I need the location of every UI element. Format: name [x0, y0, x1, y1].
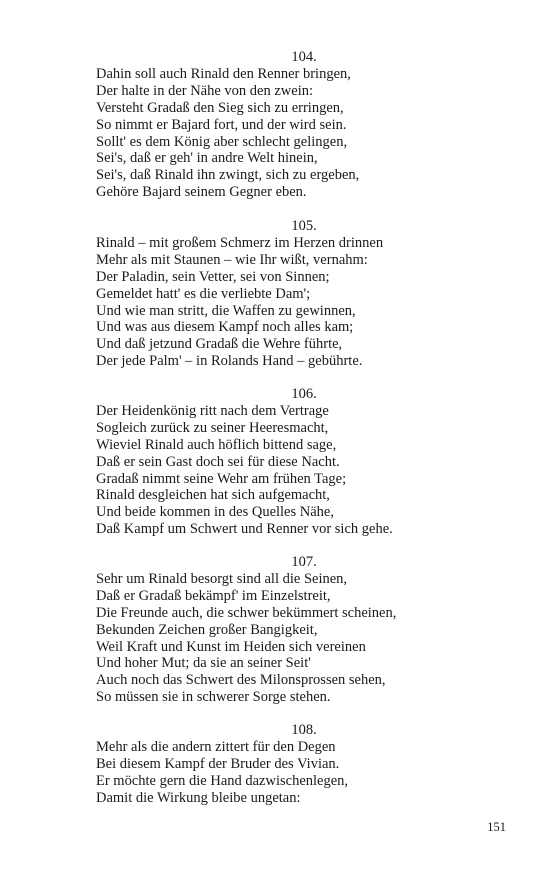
- page-number: 151: [487, 820, 506, 834]
- verse-line: Sollt' es dem König aber schlecht gelingen,: [96, 133, 348, 150]
- verse-line: Und wie man stritt, die Waffen zu gewinnen,: [96, 302, 356, 319]
- verse-line: Sehr um Rinald besorgt sind all die Seinen,: [96, 571, 348, 587]
- verse-line: So nimmt er Bajard fort, und der wird sein.: [96, 116, 347, 133]
- verse-line: Rinald – mit großem Schmerz im Herzen drinnen: [96, 235, 384, 251]
- verse-line: Damit die Wirkung bleibe ungetan:: [96, 789, 301, 806]
- verse-line: Sogleich zurück zu seiner Heeresmacht,: [96, 419, 329, 436]
- verse-line: Und daß jetzund Gradaß die Wehre führte,: [96, 336, 343, 353]
- verse-line: Wieviel Rinald auch höflich bittend sage,: [96, 436, 337, 453]
- stanza-107: [96, 554, 516, 706]
- stanza-number: 106.: [291, 386, 317, 402]
- verse-line: Bei diesem Kampf der Bruder des Vivian.: [96, 755, 340, 772]
- verse-line: Dahin soll auch Rinald den Renner bringen,: [96, 66, 351, 82]
- verse-line: Und beide kommen in des Quelles Nähe,: [96, 504, 334, 521]
- verse-line: Daß er sein Gast doch sei für diese Nacht.: [96, 453, 340, 470]
- verse-line: Sei's, daß Rinald ihn zwingt, sich zu ergeben,: [96, 167, 360, 184]
- verse-line: Gemeldet hatt' es die verliebte Dam';: [96, 285, 311, 302]
- verse-line: Rinald desgleichen hat sich aufgemacht,: [96, 487, 330, 504]
- verse-line: Er möchte gern die Hand dazwischenlegen,: [96, 772, 349, 789]
- verse-line: Gehöre Bajard seinem Gegner eben.: [96, 184, 307, 201]
- verse-line: Bekunden Zeichen großer Bangigkeit,: [96, 621, 318, 638]
- verse-line: Und hoher Mut; da sie an seiner Seit': [96, 655, 311, 672]
- verse-line: Versteht Gradaß den Sieg sich zu erringen,: [96, 99, 344, 116]
- verse-line: Auch noch das Schwert des Milonsprossen sehen,: [96, 672, 386, 689]
- verse-line: Sei's, daß er geh' in andre Welt hinein,: [96, 150, 318, 167]
- verse-line: Und was aus diesem Kampf noch alles kam;: [96, 319, 354, 336]
- stanza-105: [96, 218, 516, 370]
- verse-line: Der jede Palm' – in Rolands Hand – gebührte.: [96, 353, 363, 370]
- verse-line: Daß Kampf um Schwert und Renner vor sich gehe.: [96, 521, 393, 538]
- stanza-number: 105.: [291, 218, 317, 234]
- stanza-108: [96, 722, 516, 807]
- verse-line: Der halte in der Nähe von den zwein:: [96, 82, 314, 99]
- verse-line: Mehr als mit Staunen – wie Ihr wißt, vernahm:: [96, 251, 368, 268]
- verse-line: Der Heidenkönig ritt nach dem Vertrage: [96, 403, 329, 419]
- stanza-number: 107.: [291, 554, 317, 570]
- stanza-number: 104.: [291, 49, 317, 65]
- stanza-104: [96, 49, 516, 201]
- stanza-106: [96, 386, 516, 538]
- verse-line: Weil Kraft und Kunst im Heiden sich vereinen: [96, 638, 366, 655]
- verse-line: Daß er Gradaß bekämpf' im Einzelstreit,: [96, 587, 331, 604]
- verse-line: So müssen sie in schwerer Sorge stehen.: [96, 689, 331, 706]
- verse-line: Gradaß nimmt seine Wehr am frühen Tage;: [96, 470, 347, 487]
- verse-line: Die Freunde auch, die schwer bekümmert scheinen,: [96, 604, 397, 621]
- verse-line: Mehr als die andern zittert für den Degen: [96, 739, 336, 755]
- verse-line: Der Paladin, sein Vetter, sei von Sinnen;: [96, 268, 330, 285]
- stanza-number: 108.: [291, 722, 317, 738]
